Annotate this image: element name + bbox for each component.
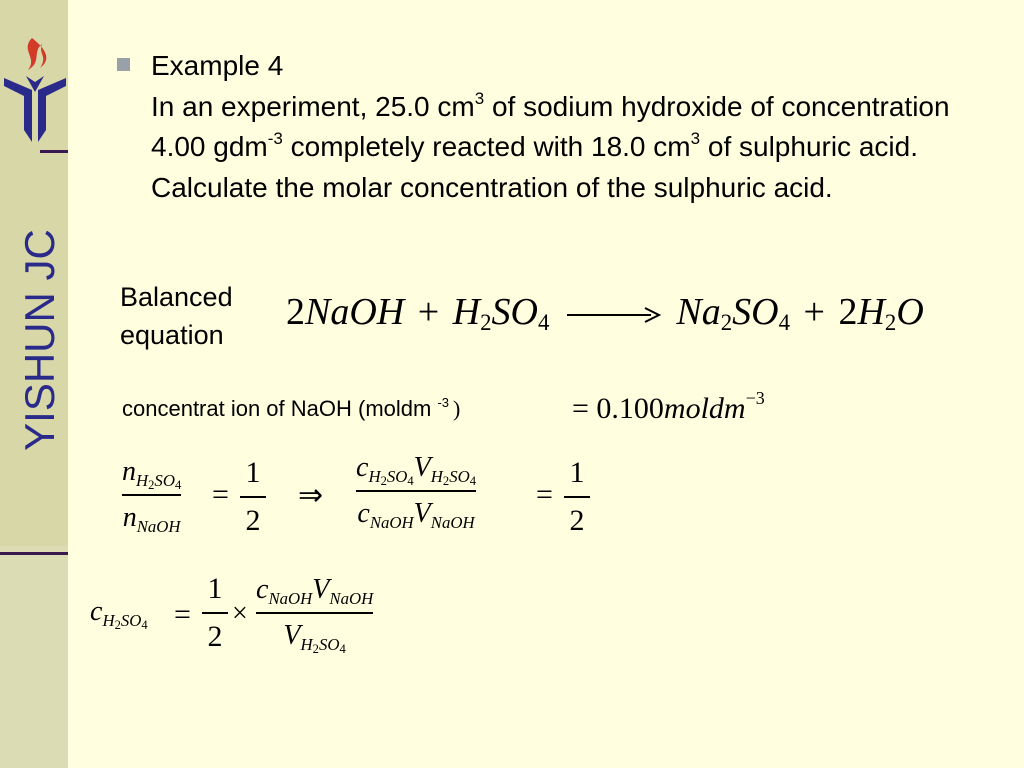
naoh-concentration-label: concentrat ion of NaOH (moldm $^{-3}$ ): [122, 395, 461, 421]
equals-sign: =: [212, 478, 229, 511]
balanced-equation-label: Balanced equation: [120, 282, 233, 350]
fraction-bar: [122, 494, 181, 496]
times-sign: ×: [232, 598, 248, 629]
equals-sign-2: =: [536, 478, 553, 511]
concentration-ratio-fraction: $c_{H2SO4}V_{H2SO4}$ $c_{NaOH}V_{NaOH}$: [356, 452, 477, 532]
final-lhs: $c_{H2SO4}$: [90, 596, 148, 632]
sidebar-divider-bottom: [0, 552, 68, 555]
sidebar: [0, 0, 68, 768]
implies-icon: ⇒: [298, 479, 324, 512]
final-main-fraction: $c_{NaOH}V_{NaOH}$ $V_{H2SO4}$: [256, 574, 374, 656]
example-title: Example 4: [151, 50, 284, 81]
sidebar-divider-top: [40, 150, 68, 153]
problem-text: [151, 46, 971, 208]
school-logo-icon: [2, 30, 68, 150]
bullet-icon: [117, 58, 130, 71]
problem-statement: In an experiment, 25.0 $cm^3$ of sodium hydroxide of concentration 4.00 gdm$^{-3}$ completely reacted with 18.0 $cm^3$ of sulphuric acid. Calculate the molar concentration of the sulphuric acid.: [151, 88, 950, 203]
naoh-concentration-value: = 0.100moldm$^{-3}$: [572, 388, 765, 425]
equals-sign-3: =: [174, 598, 191, 631]
mole-ratio-fraction: $n_{H2SO4}$ $n_{NaOH}$: [122, 456, 182, 536]
balanced-equation: 2NaOH + $H_2SO_4$ $Na_2SO_4 + 2H_2O$: [286, 291, 924, 335]
final-half-fraction: 1 2: [202, 572, 228, 654]
one-half-fraction: 1 2: [240, 456, 266, 538]
one-half-fraction-2: 1 2: [564, 456, 590, 538]
school-name: YISHUN JC: [16, 229, 63, 451]
reaction-arrow-icon: [565, 305, 661, 325]
